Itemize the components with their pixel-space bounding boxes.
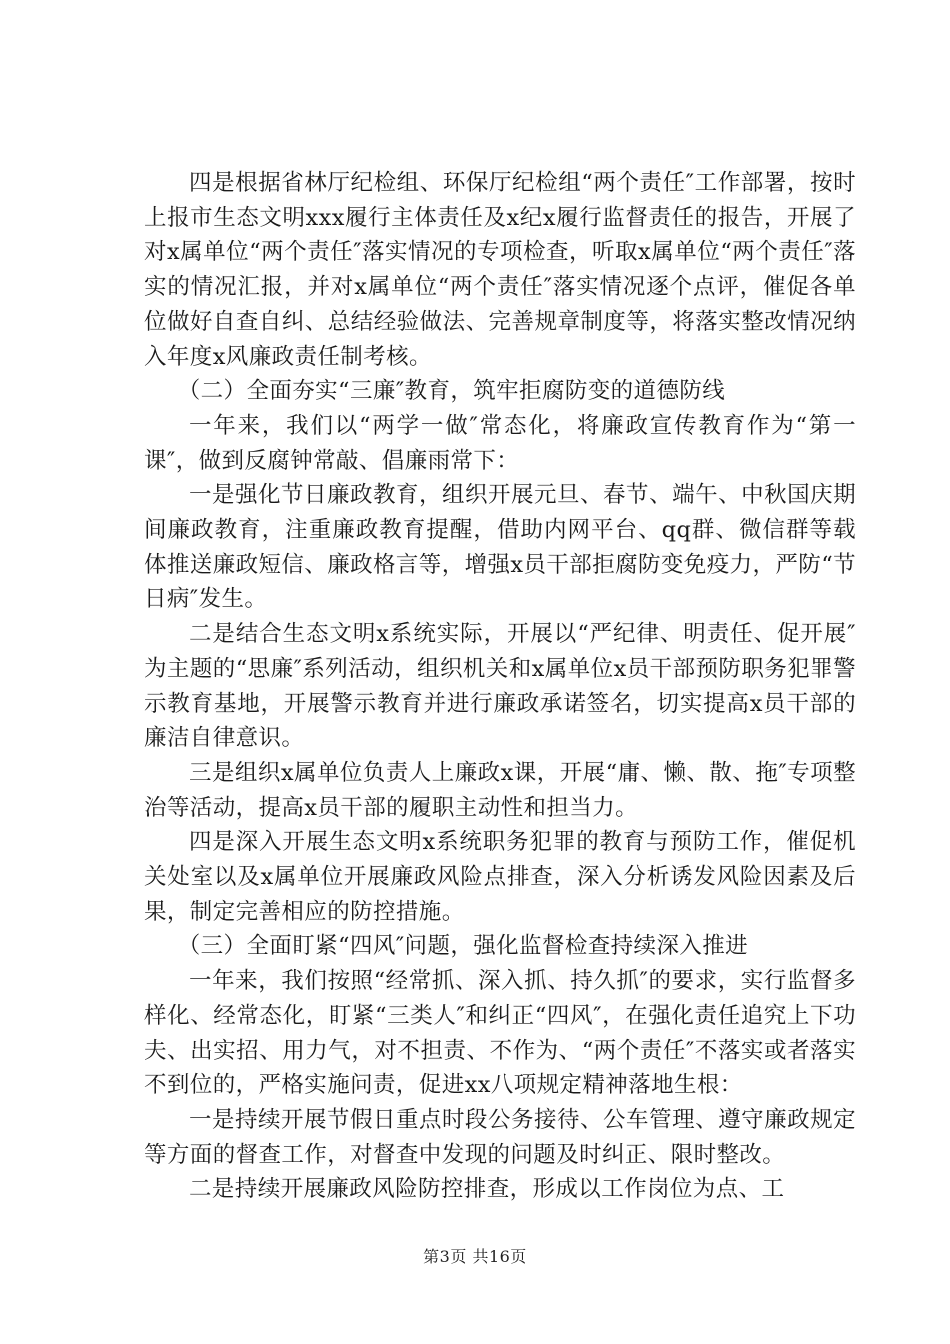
- section-heading-2: （二）全面夯实“三廉″教育，筑牢拒腐防变的道德防线: [177, 378, 726, 405]
- section-heading-3: （三）全面盯紧“四风″问题，强化监督检查持续深入推进: [177, 933, 749, 960]
- paragraph-2: 一年来，我们以“两学一做″常态化，将廉政宣传教育作为“第一课″，做到反腐钟常敲、倡廉雨常下：: [144, 412, 856, 474]
- paragraph-9: 二是持续开展廉政风险防控排查，形成以工作岗位为点、工: [189, 1176, 785, 1203]
- page-footer: [0, 1244, 950, 1267]
- paragraph-5: 三是组织x属单位负责人上廉政x课，开展“庸、懒、散、拖″专项整治等活动，提高x员干部的履职主动性和担当力。: [144, 759, 856, 821]
- paragraph-3: 一是强化节日廉政教育，组织开展元旦、春节、端午、中秋国庆期间廉政教育，注重廉政教育提醒，借助内网平台、qq群、微信群等载体推送廉政短信、廉政格言等，增强x员干部拒腐防变免疫力，严防“节日病″发生。: [144, 482, 856, 613]
- paragraph-8: 一是持续开展节假日重点时段公务接待、公车管理、遵守廉政规定等方面的督查工作，对督查中发现的问题及时纠正、限时整改。: [144, 1106, 856, 1168]
- paragraph-6: 四是深入开展生态文明x系统职务犯罪的教育与预防工作，催促机关处室以及x属单位开展廉政风险点排查，深入分析诱发风险因素及后果，制定完善相应的防控措施。: [144, 829, 856, 925]
- page-indicator: 第3页 共16页: [423, 1247, 527, 1266]
- paragraph-7: 一年来，我们按照“经常抓、深入抓、持久抓″的要求，实行监督多样化、经常态化，盯紧“三类人″和纠正“四风″，在强化责任追究上下功夫、出实招、用力气，对不担责、不作为、“两个责任″不落实或者落实不到位的，严格实施问责，促进xx八项规定精神落地生根：: [144, 968, 856, 1099]
- paragraph-4: 二是结合生态文明x系统实际，开展以“严纪律、明责任、促开展″为主题的“思廉″系列活动，组织机关和x属单位x员干部预防职务犯罪警示教育基地，开展警示教育并进行廉政承诺签名，切实提高x员干部的廉洁自律意识。: [144, 621, 856, 752]
- document-body: [144, 166, 856, 1207]
- paragraph-1: 四是根据省林厅纪检组、环保厅纪检组“两个责任″工作部署，按时上报市生态文明xxx履行主体责任及x纪x履行监督责任的报告，开展了对x属单位“两个责任″落实情况的专项检查，听取x属单位“两个责任″落实的情况汇报，并对x属单位“两个责任″落实情况逐个点评，催促各单位做好自查自纠、总结经验做法、完善规章制度等，将落实整改情况纳入年度x风廉政责任制考核。: [144, 170, 856, 370]
